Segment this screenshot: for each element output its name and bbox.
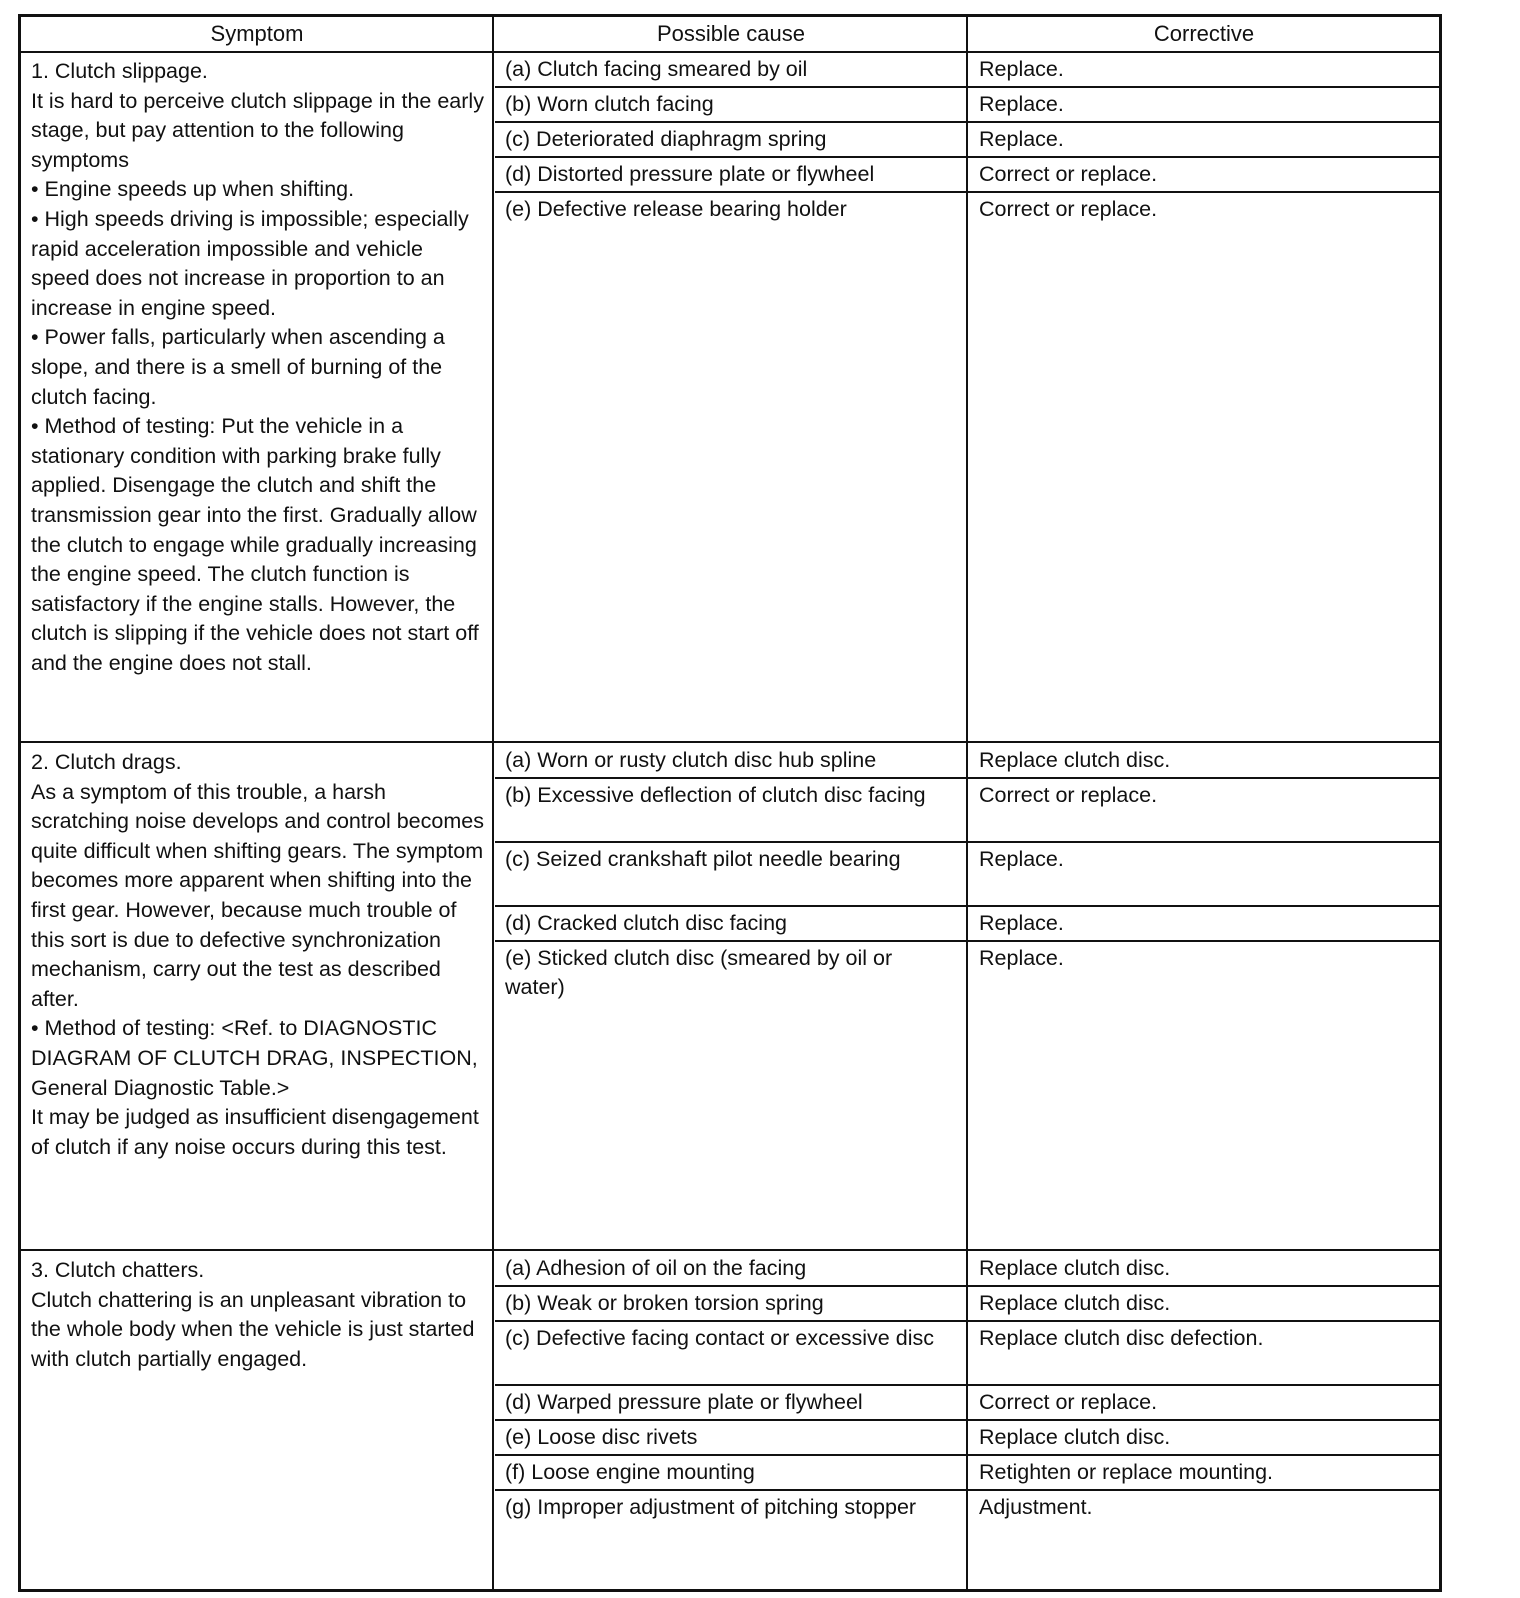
cause-cell: (a) Worn or rusty clutch disc hub spline <box>505 748 877 772</box>
corrective-cell: Replace clutch disc. <box>979 748 1171 772</box>
table-row <box>495 1491 1439 1589</box>
table-row <box>495 1386 1439 1421</box>
cause-cell: (c) Seized crankshaft pilot needle bearing <box>505 847 901 871</box>
header-possible-cause: Possible cause <box>657 21 805 46</box>
corrective-cell: Replace. <box>979 127 1064 151</box>
cause-cell: (a) Adhesion of oil on the facing <box>505 1256 807 1280</box>
table-row <box>495 158 1439 193</box>
troubleshooting-table <box>18 14 1442 1592</box>
table-row <box>495 744 1439 779</box>
table-row <box>495 942 1439 1249</box>
cause-cell: (b) Weak or broken torsion spring <box>505 1291 824 1315</box>
table-row <box>495 123 1439 158</box>
table-row <box>495 88 1439 123</box>
table-row <box>495 843 1439 907</box>
corrective-cell: Correct or replace. <box>979 1390 1158 1414</box>
symptom-group-clutch-chatters <box>21 1252 1439 1589</box>
cause-cell: (b) Excessive deflection of clutch disc facing <box>505 783 926 807</box>
symptom-text: As a symptom of this trouble, a harsh scratching noise develops and control becomes quite difficult when shifting gears. The symptom becomes more apparent when shifting into the first gear. However, because much trouble of this sort is due to defective synchronization mechanism, carry out the test as described after. <box>31 779 484 1011</box>
corrective-cell: Correct or replace. <box>979 197 1158 221</box>
table-row <box>495 907 1439 942</box>
cause-cell: (c) Defective facing contact or excessive disc <box>505 1326 934 1350</box>
corrective-cell: Replace. <box>979 57 1064 81</box>
header-symptom: Symptom <box>210 21 304 46</box>
cause-cell: (e) Sticked clutch disc (smeared by oil or water) <box>505 946 893 999</box>
symptom-title: 1. Clutch slippage. <box>31 59 208 83</box>
table-row <box>495 779 1439 843</box>
corrective-cell: Replace clutch disc. <box>979 1291 1171 1315</box>
corrective-cell: Correct or replace. <box>979 783 1158 807</box>
corrective-cell: Replace. <box>979 911 1064 935</box>
cause-cell: (f) Loose engine mounting <box>505 1460 755 1484</box>
symptom-text: It may be judged as insufficient disengagement of clutch if any noise occurs during this test. <box>31 1105 479 1159</box>
table-row <box>495 1287 1439 1322</box>
cause-cell: (d) Warped pressure plate or flywheel <box>505 1390 863 1414</box>
symptom-text: It is hard to perceive clutch slippage in the early stage, but pay attention to the following symptoms <box>31 88 484 172</box>
cause-cell: (b) Worn clutch facing <box>505 92 714 116</box>
corrective-cell: Retighten or replace mounting. <box>979 1460 1274 1484</box>
corrective-cell: Replace. <box>979 92 1064 116</box>
cause-cell: (a) Clutch facing smeared by oil <box>505 57 808 81</box>
corrective-cell: Adjustment. <box>979 1495 1093 1519</box>
corrective-cell: Correct or replace. <box>979 162 1158 186</box>
symptom-title: 3. Clutch chatters. <box>31 1258 205 1282</box>
table-row <box>495 1252 1439 1287</box>
cause-cell: (d) Distorted pressure plate or flywheel <box>505 162 875 186</box>
symptom-cell <box>31 57 486 678</box>
corrective-cell: Replace clutch disc. <box>979 1256 1171 1280</box>
symptom-text: • High speeds driving is impossible; especially rapid acceleration impossible and vehicle speed does not increase in proportion to an increase in engine speed. <box>31 206 469 320</box>
table-header <box>21 17 1439 53</box>
corrective-cell: Replace. <box>979 847 1064 871</box>
table-row <box>495 53 1439 88</box>
header-corrective: Corrective <box>1153 21 1255 46</box>
table-row <box>495 1456 1439 1491</box>
corrective-cell: Replace clutch disc defection. <box>979 1326 1264 1350</box>
symptom-text: • Method of testing: Put the vehicle in a stationary condition with parking brake fully applied. Disengage the clutch and shift the transmission gear into the first. Gradually allow the clutch to engage while gradually increasing the engine speed. The clutch function is satisfactory if the engine stalls. However, the clutch is slipping if the vehicle does not start off and the engine does not stall. <box>31 414 479 675</box>
table-row <box>495 1322 1439 1386</box>
cause-cell: (c) Deteriorated diaphragm spring <box>505 127 827 151</box>
symptom-group-clutch-drags <box>21 744 1439 1251</box>
symptom-title: 2. Clutch drags. <box>31 750 182 774</box>
cause-cell: (e) Loose disc rivets <box>505 1425 698 1449</box>
corrective-cell: Replace clutch disc. <box>979 1425 1171 1449</box>
corrective-cell: Replace. <box>979 946 1064 970</box>
cause-cell: (d) Cracked clutch disc facing <box>505 911 787 935</box>
symptom-text: • Engine speeds up when shifting. <box>31 177 355 202</box>
table-row <box>495 1421 1439 1456</box>
cause-cell: (e) Defective release bearing holder <box>505 197 847 221</box>
cause-cell: (g) Improper adjustment of pitching stopper <box>505 1495 917 1519</box>
symptom-cell <box>31 1256 486 1374</box>
table-row <box>495 193 1439 741</box>
symptom-text: • Method of testing: <Ref. to DIAGNOSTIC DIAGRAM OF CLUTCH DRAG, INSPECTION, General Diagnostic Table.> <box>31 1016 478 1100</box>
symptom-cell <box>31 748 486 1162</box>
symptom-text: • Power falls, particularly when ascending a slope, and there is a smell of burning of the clutch facing. <box>31 325 445 409</box>
symptom-text: Clutch chattering is an unpleasant vibration to the whole body when the vehicle is just started with clutch partially engaged. <box>31 1287 475 1371</box>
symptom-group-clutch-slippage <box>21 53 1439 743</box>
